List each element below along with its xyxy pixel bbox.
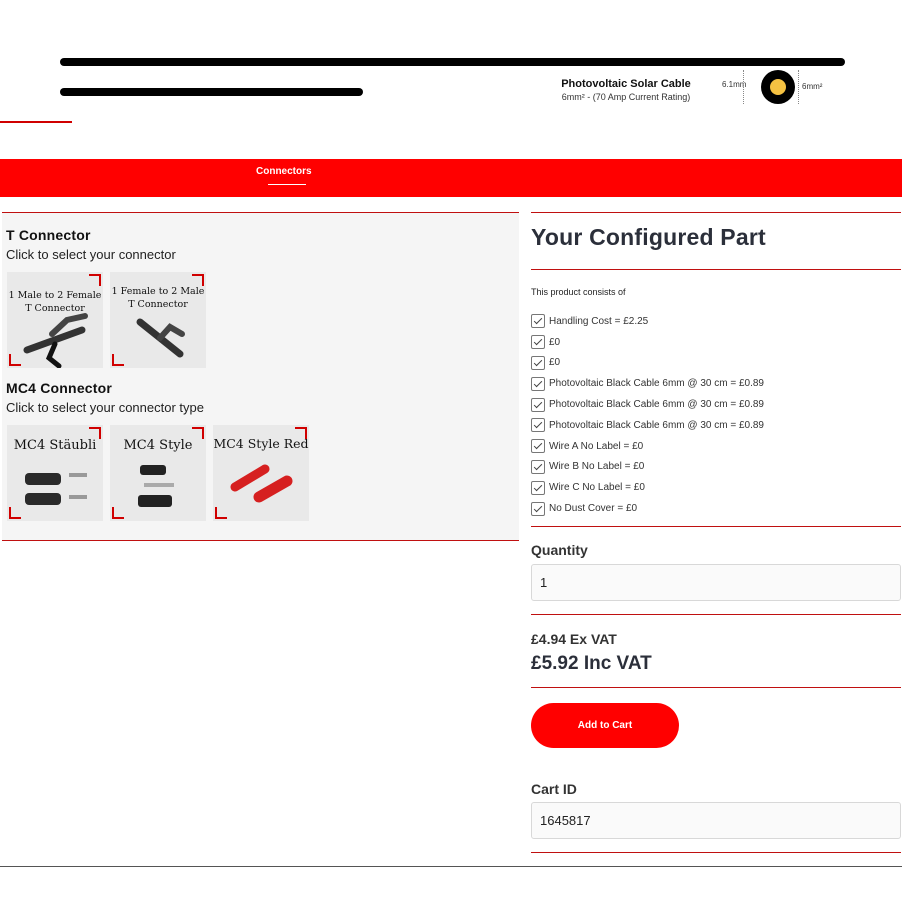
t-connector-title: T Connector [6, 227, 91, 243]
option-1-male-2-female[interactable] [7, 272, 103, 368]
connector-config-panel [2, 212, 519, 541]
checkbox[interactable] [531, 481, 545, 495]
corner-accent [9, 354, 21, 366]
divider [531, 614, 901, 615]
corner-accent [112, 507, 124, 519]
configured-part-title: Your Configured Part [531, 224, 766, 250]
footer-divider [0, 866, 902, 867]
tab-connectors[interactable]: Connectors [256, 166, 312, 177]
checkbox[interactable] [531, 335, 545, 349]
checkbox[interactable] [531, 398, 545, 412]
checkbox[interactable] [531, 460, 545, 474]
cable-cross-section-icon [761, 70, 795, 104]
list-item: Photovoltaic Black Cable 6mm @ 30 cm = £0.89 [531, 415, 901, 436]
divider [531, 212, 901, 213]
divider [531, 269, 901, 270]
checkbox[interactable] [531, 439, 545, 453]
checkbox[interactable] [531, 502, 545, 516]
component-list [531, 311, 901, 519]
corner-accent [112, 354, 124, 366]
list-item: Wire A No Label = £0 [531, 436, 901, 457]
t-connector-subtitle: Click to select your connector [6, 247, 176, 262]
checkbox[interactable] [531, 377, 545, 391]
corner-accent [192, 427, 204, 439]
list-item: £0 [531, 332, 901, 353]
list-item: Wire C No Label = £0 [531, 477, 901, 498]
cable-title: Photovoltaic Solar Cable [561, 78, 691, 90]
list-item: £0 [531, 353, 901, 374]
mc4-connector-title: MC4 Connector [6, 380, 113, 396]
cable-graphic-line-1 [60, 58, 845, 66]
cable-graphic-line-2 [60, 88, 363, 96]
option-label: 1 Male to 2 Female [8, 290, 102, 301]
corner-accent [89, 274, 101, 286]
list-item: Handling Cost = £2.25 [531, 311, 901, 332]
divider [531, 526, 901, 527]
nav-bar [0, 159, 902, 197]
option-label: T Connector [25, 303, 85, 314]
mc4-style-image [110, 425, 206, 521]
corner-accent [192, 274, 204, 286]
mc4-connector-subtitle: Click to select your connector type [6, 400, 204, 415]
option-label: 1 Female to 2 Male [111, 286, 205, 297]
corner-accent [9, 507, 21, 519]
list-item: No Dust Cover = £0 [531, 498, 901, 519]
mc4-staubli-image [7, 425, 103, 521]
cable-subtitle: 6mm² - (70 Amp Current Rating) [561, 92, 691, 102]
checkbox[interactable] [531, 314, 545, 328]
corner-accent [215, 507, 227, 519]
dimension-guide [743, 70, 744, 104]
cable-section-label: 6mm² [802, 82, 823, 91]
quantity-label: Quantity [531, 542, 588, 558]
divider [531, 852, 901, 853]
option-1-female-2-male[interactable] [110, 272, 206, 368]
option-label: MC4 Stäubli [13, 438, 97, 453]
divider [531, 687, 901, 688]
cable-core [770, 79, 786, 95]
dimension-guide [798, 70, 799, 104]
consists-of-label: This product consists of [531, 287, 626, 297]
option-label: T Connector [128, 299, 188, 310]
option-mc4-staubli[interactable] [7, 425, 103, 521]
corner-accent [89, 427, 101, 439]
option-mc4-style[interactable] [110, 425, 206, 521]
list-item: Wire B No Label = £0 [531, 457, 901, 478]
t-connector-image [7, 272, 103, 368]
red-accent-line [0, 121, 72, 123]
add-to-cart-button[interactable]: Add to Cart [531, 703, 679, 748]
mc4-style-red-image [213, 425, 309, 521]
checkbox[interactable] [531, 418, 545, 432]
quantity-input[interactable] [531, 564, 901, 601]
option-mc4-style-red[interactable] [213, 425, 309, 521]
cable-diameter-label: 6.1mm [722, 80, 747, 89]
price-ex-vat: £4.94 Ex VAT [531, 631, 617, 647]
corner-accent [295, 427, 307, 439]
option-label: MC4 Style Red [213, 436, 309, 451]
list-item: Photovoltaic Black Cable 6mm @ 30 cm = £0.89 [531, 394, 901, 415]
tab-active-indicator [268, 184, 306, 185]
price-inc-vat: £5.92 Inc VAT [531, 653, 652, 674]
checkbox[interactable] [531, 356, 545, 370]
option-label: MC4 Style [123, 438, 193, 453]
list-item: Photovoltaic Black Cable 6mm @ 30 cm = £0.89 [531, 373, 901, 394]
cart-id-label: Cart ID [531, 781, 577, 797]
cart-id-field[interactable] [531, 802, 901, 839]
t-connector-image [110, 272, 206, 368]
